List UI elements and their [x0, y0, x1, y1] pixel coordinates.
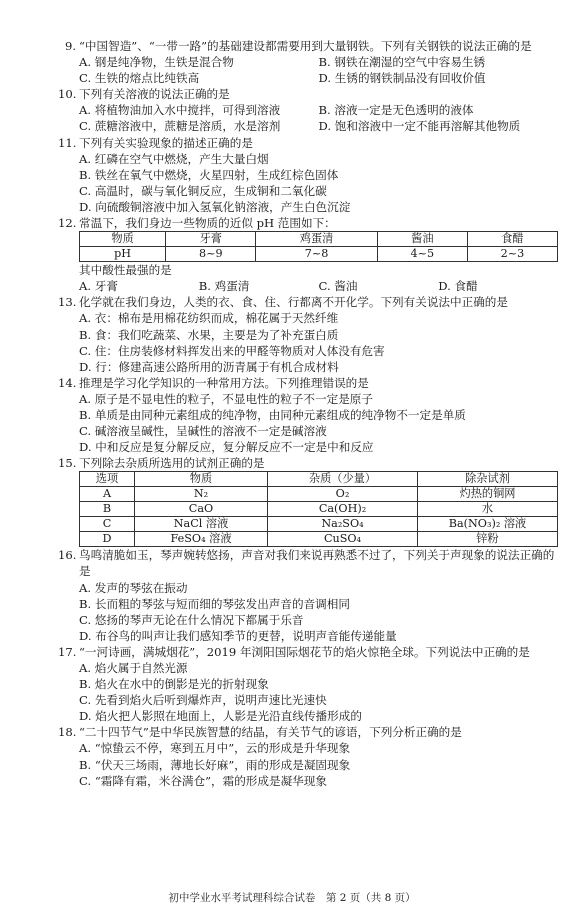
- table-cell: FeSO₄ 溶液: [135, 532, 268, 547]
- option-c: C. 先看到焰火后听到爆炸声，说明声速比光速快: [79, 693, 327, 708]
- table-cell: pH: [80, 247, 166, 262]
- table-cell: CaO: [135, 502, 268, 517]
- option-c: C. 悠扬的琴声无论在什么情况下都属于乐音: [79, 612, 304, 627]
- table-cell: 水: [418, 502, 558, 517]
- question-10: [58, 86, 558, 102]
- table-cell: O₂: [268, 487, 418, 502]
- option-b: B. 铁丝在氧气中燃烧，火星四射，生成红棕色固体: [79, 167, 339, 182]
- question-stem: “一河诗画，满城烟花”，2019 年浏阳国际烟花节的焰火惊艳全球。下列说法中正确的是: [79, 644, 530, 659]
- question-stem: 常温下，我们身边一些物质的近似 pH 范围如下：: [79, 216, 336, 231]
- table-cell: 物质: [135, 472, 268, 487]
- option-d: D. 行：修建高速公路所用的沥青属于有机合成材料: [79, 359, 339, 374]
- question-17: [58, 644, 558, 660]
- question-13: [58, 294, 558, 310]
- table-cell: 灼热的铜网: [418, 487, 558, 502]
- option-d: D. 中和反应是复分解反应，复分解反应不一定是中和反应: [79, 440, 374, 455]
- option-b: B. “伏天三场雨，薄地长好麻”，雨的形成是凝固现象: [79, 757, 351, 772]
- table-cell: 选项: [80, 472, 135, 487]
- question-stem: 下列除去杂质所选用的试剂正确的是: [79, 456, 265, 471]
- table-row: [80, 532, 558, 547]
- question-number: 16.: [58, 548, 77, 563]
- table-cell: 锌粉: [418, 532, 558, 547]
- table-cell: Ba(NO₃)₂ 溶液: [418, 517, 558, 532]
- question-number: 18.: [58, 725, 77, 740]
- table-cell: Na₂SO₄: [268, 517, 418, 532]
- question-number: 17.: [58, 644, 77, 659]
- exam-page: [58, 38, 558, 789]
- question-number: 12.: [58, 216, 77, 231]
- table-cell: 8~9: [166, 247, 256, 262]
- table-cell: A: [80, 487, 135, 502]
- table-cell: 7~8: [256, 247, 377, 262]
- option-d: D. 布谷鸟的叫声让我们感知季节的更替，说明声音能传递能量: [79, 628, 397, 643]
- option-c: C. 住：住房装修材料挥发出来的甲醛等物质对人体没有危害: [79, 343, 385, 358]
- option-b: B. 长而粗的琴弦与短而细的琴弦发出声音的音调相同: [79, 596, 350, 611]
- table-cell: CuSO₄: [268, 532, 418, 547]
- question-9: [58, 38, 558, 54]
- option-a: A. 将植物油加入水中搅拌，可得到溶液: [79, 103, 281, 118]
- ph-table: [79, 231, 558, 262]
- question-number: 10.: [58, 87, 77, 102]
- option-a: A. 红磷在空气中燃烧，产生大量白烟: [79, 151, 269, 166]
- question-11: [58, 135, 558, 151]
- table-cell: 牙膏: [166, 232, 256, 247]
- question-15: [58, 455, 558, 471]
- table-cell: 酱油: [377, 232, 467, 247]
- option-a: A. 焰火属于自然光源: [79, 661, 188, 675]
- table-cell: N₂: [135, 487, 268, 502]
- table-cell: D: [80, 532, 135, 547]
- option-a: A. 发声的琴弦在振动: [79, 580, 188, 595]
- option-c: C. 酱油: [318, 279, 358, 294]
- question-stem: “二十四节气”是中华民族智慧的结晶，有关节气的谚语，下列分析正确的是: [79, 725, 462, 740]
- option-d: D. 饱和溶液中一定不能再溶解其他物质: [318, 119, 521, 134]
- question-number: 13.: [58, 295, 77, 310]
- option-c: C. 蔗糖溶液中，蔗糖是溶质，水是溶剂: [79, 119, 281, 134]
- option-a: A. “惊蛰云不停，寒到五月中”，云的形成是升华现象: [79, 741, 351, 756]
- page-footer: 初中学业水平考试理科综合试卷 第 2 页（共 8 页）: [168, 892, 416, 904]
- table-cell: 食醋: [467, 232, 557, 247]
- question-stem: 下列有关实验现象的描述正确的是: [79, 135, 253, 150]
- option-a: A. 原子是不显电性的粒子，不显电性的粒子不一定是原子: [79, 391, 373, 406]
- option-c: C. “霜降有霜，米谷满仓”，霜的形成是凝华现象: [79, 773, 327, 788]
- table-cell: 物质: [80, 232, 166, 247]
- option-a: A. 钢是纯净物，生铁是混合物: [79, 55, 234, 70]
- question-number: 14.: [58, 375, 77, 390]
- option-c: C. 高温时，碳与氧化铜反应，生成铜和二氧化碳: [79, 183, 327, 198]
- option-b: B. 单质是由同种元素组成的纯净物，由同种元素组成的纯净物不一定是单质: [79, 407, 466, 422]
- table-header-row: [80, 232, 558, 247]
- question-stem: 下列有关溶液的说法正确的是: [79, 87, 230, 102]
- option-b: B. 溶液一定是无色透明的液体: [318, 103, 474, 118]
- table-cell: Ca(OH)₂: [268, 502, 418, 517]
- table-row: [80, 502, 558, 517]
- question-14: [58, 375, 558, 391]
- question-follow-up: 其中酸性最强的是: [79, 263, 172, 278]
- table-cell: B: [80, 502, 135, 517]
- impurity-table: [79, 471, 558, 547]
- table-cell: 杂质（少量）: [268, 472, 418, 487]
- table-row: [80, 487, 558, 502]
- option-b: B. 食：我们吃蔬菜、水果，主要是为了补充蛋白质: [79, 327, 339, 342]
- option-a: A. 衣：棉布是用棉花纺织而成，棉花属于天然纤维: [79, 311, 339, 326]
- option-c: C. 生铁的熔点比纯铁高: [79, 71, 200, 86]
- table-cell: 4~5: [377, 247, 467, 262]
- question-stem: 推理是学习化学知识的一种常用方法。下列推理错误的是: [79, 375, 369, 390]
- question-12: [58, 215, 558, 231]
- option-b: B. 鸡蛋清: [198, 279, 250, 294]
- question-16: [58, 547, 558, 579]
- table-cell: 鸡蛋清: [256, 232, 377, 247]
- question-number: 9.: [64, 39, 76, 53]
- option-c: C. 碱溶液呈碱性，呈碱性的溶液不一定是碱溶液: [79, 424, 327, 439]
- table-cell: 除杂试剂: [418, 472, 558, 487]
- option-a: A. 牙膏: [79, 279, 118, 294]
- option-b: B. 焰火在水中的倒影是光的折射现象: [79, 677, 269, 692]
- question-stem: “中国智造”、“一带一路”的基础建设都需要用到大量钢铁。下列有关钢铁的说法正确的是: [79, 39, 532, 53]
- option-b: B. 钢铁在潮湿的空气中容易生锈: [318, 55, 486, 70]
- question-number: 15.: [58, 456, 77, 471]
- table-cell: NaCl 溶液: [135, 517, 268, 532]
- option-d: D. 向硫酸铜溶液中加入氢氧化钠溶液，产生白色沉淀: [79, 199, 351, 214]
- option-d: D. 生锈的钢铁制品没有回收价值: [318, 71, 486, 86]
- question-stem: 化学就在我们身边，人类的衣、食、住、行都离不开化学。下列有关说法中正确的是: [79, 295, 508, 310]
- option-d: D. 食醋: [438, 279, 478, 294]
- table-cell: C: [80, 517, 135, 532]
- table-cell: 2~3: [467, 247, 557, 262]
- option-d: D. 焰火把人影照在地面上，人影是光沿直线传播形成的: [79, 709, 362, 724]
- table-header-row: [80, 472, 558, 487]
- question-number: 11.: [58, 135, 77, 150]
- table-row: [80, 247, 558, 262]
- question-18: [58, 724, 558, 740]
- table-row: [80, 517, 558, 532]
- question-stem: 鸟鸣清脆如玉，琴声婉转悠扬，声音对我们来说再熟悉不过了，下列关于声现象的说法正确的是: [79, 548, 555, 579]
